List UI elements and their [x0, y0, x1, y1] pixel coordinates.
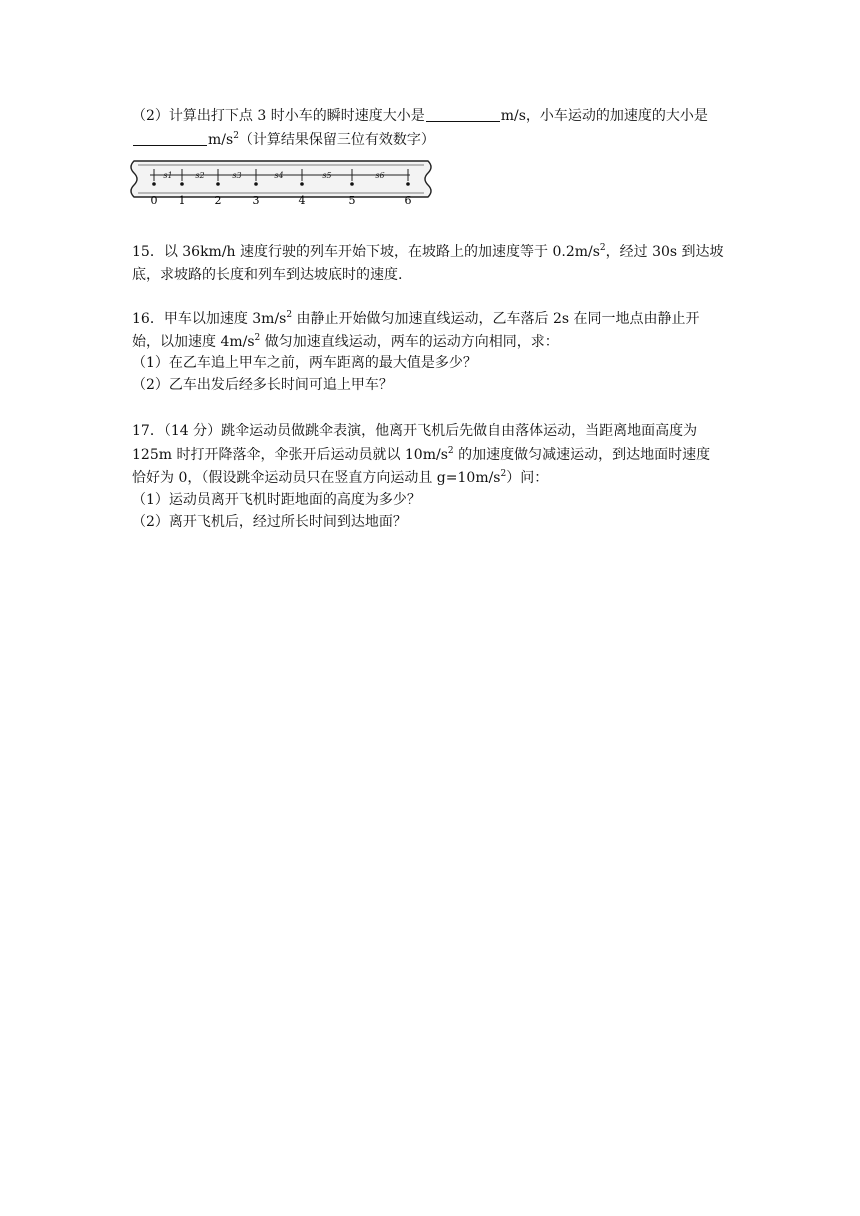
q17-text-b: 的加速度做匀减速运动，到达地面时速度: [453, 447, 711, 463]
q15-sup: 2: [599, 243, 606, 253]
q15-line2: 底，求坡路的长度和列车到达坡底时的速度.: [132, 267, 403, 283]
q16-sup1: 2: [286, 310, 293, 320]
tape-dot: [180, 182, 184, 186]
q16-text-a: 16．甲车以加速度 3m/s: [132, 311, 287, 327]
q15-text-b: ，经过 30s 到达坡: [605, 244, 724, 260]
q17-line1: 17．（14 分）跳伞运动员做跳伞表演，他离开飞机后先做自由落体运动，当距离地面高度为: [132, 423, 698, 439]
q14-part2-rest: （计算结果保留三位有效数字）: [238, 132, 435, 148]
q16-text-b: 由静止开始做匀加速直线运动，乙车落后 2s 在同一地点由静止开: [292, 311, 700, 327]
q14-part2-unit-sup: 2: [233, 131, 239, 141]
q17-subquestion-1: （1）运动员离开飞机时距地面的高度为多少？: [132, 492, 421, 508]
tape-segment-label: s6: [375, 171, 385, 180]
q16-line1: [132, 309, 700, 329]
tape-segment-label: s5: [322, 171, 332, 180]
q17-sup2: 2: [500, 469, 507, 479]
tape-segment-label: s3: [232, 171, 242, 180]
tape-dot: [350, 182, 354, 186]
tape-point-label: 5: [348, 194, 356, 207]
q17-text-c: 恰好为 0，（假设跳伞运动员只在竖直方向运动且 g=10m/s: [132, 470, 501, 486]
tape-point-label: 2: [214, 194, 222, 207]
tape-segment-label: s2: [195, 171, 205, 180]
q17-text-a: 125m 时打开降落伞，伞张开后运动员就以 10m/s: [132, 447, 448, 463]
q17-line3: [132, 468, 548, 488]
q16-text-d: 做匀加速直线运动，两车的运动方向相同，求：: [260, 334, 559, 350]
q15-text-a: 15．以 36km/h 速度行驶的列车开始下坡，在坡路上的加速度等于 0.2m/s: [132, 244, 600, 260]
q16-subquestion-1: （1）在乙车追上甲车之前，两车距离的最大值是多少？: [132, 355, 477, 371]
q14-part2-line1: [132, 106, 708, 126]
q14-part2-text-a: （2）计算出打下点 3 时小车的瞬时速度大小是: [132, 108, 425, 124]
q16-line2: [132, 332, 559, 352]
answer-blank-velocity[interactable]: [426, 107, 500, 122]
q17-line2: [132, 445, 710, 465]
tape-point-label: 6: [404, 194, 412, 207]
q14-part2-line2: [132, 130, 435, 150]
tape-point-label: 4: [298, 194, 306, 207]
paper-tape-figure: [128, 157, 438, 209]
q15-line1: [132, 242, 724, 262]
q16-sup2: 2: [254, 333, 261, 343]
answer-blank-acceleration[interactable]: [133, 131, 207, 146]
q16-text-c: 始，以加速度 4m/s: [132, 334, 255, 350]
q17-subquestion-2: （2）离开飞机后，经过所长时间到达地面？: [132, 514, 407, 530]
tape-dot: [152, 182, 156, 186]
tape-point-label: 1: [178, 194, 186, 207]
tape-point-label: 3: [252, 194, 260, 207]
tape-segment-label: s4: [274, 171, 284, 180]
tape-dot: [300, 182, 304, 186]
tape-dot: [254, 182, 258, 186]
tape-point-label: 0: [150, 194, 158, 207]
q17-text-d: ）问：: [506, 470, 549, 486]
tape-dot: [406, 182, 410, 186]
tape-dot: [216, 182, 220, 186]
q16-subquestion-2: （2）乙车出发后经多长时间可追上甲车？: [132, 377, 393, 393]
tape-segment-label: s1: [163, 171, 173, 180]
q17-sup1: 2: [447, 446, 454, 456]
q14-part2-unit: m/s: [208, 132, 234, 148]
q14-part2-text-b: m/s，小车运动的加速度的大小是: [500, 108, 708, 124]
